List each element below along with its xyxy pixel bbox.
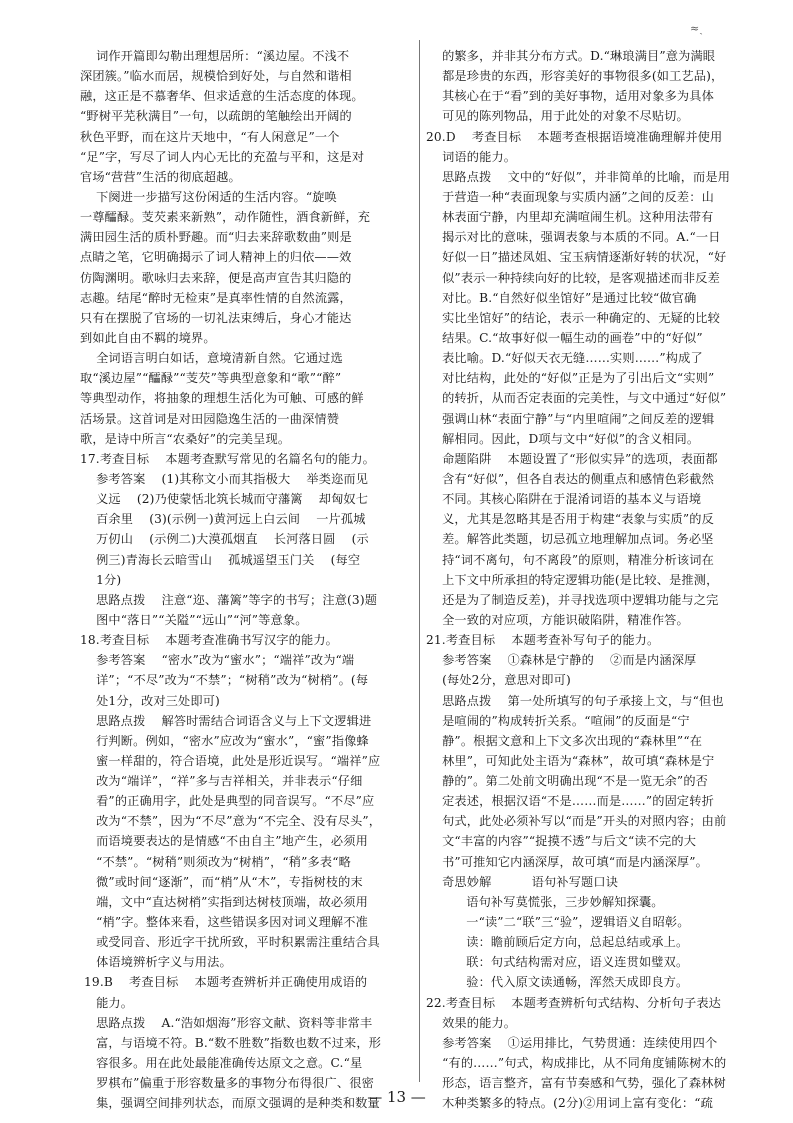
text-line: 书”可推知它内涵深厚，故可填“而是内涵深厚”。 [426,854,708,869]
text-line: 参考答案 “密水”改为“蜜水”；“端祥”改为“端 [80,653,355,668]
text-line: 含有“好似”，但各自表达的侧重点和感情色彩截然 [426,471,714,486]
text-line: “足”字，写尽了词人内心无比的充盈与平和，这是对 [80,149,365,164]
text-line: 图中“落日”“关隘”“远山”“河”等意象。 [80,612,308,627]
text-line: 联：句式结构需对应，语义连贯如璧双。 [426,955,689,970]
text-line: 集，强调空间排列状态，而原文强调的是种类和数量 [80,1096,380,1111]
text-line: 参考答案 ①运用排比，气势贯通：连续使用四个 [426,1035,718,1050]
text-line: 思路点拨 A.“浩如烟海”形容文献、资料等非常丰 [80,1015,373,1030]
text-line: 百余里 (3)(示例一)黄河远上白云间 一片孤城 [80,512,366,527]
corner-mark: ≈ˎ [690,22,703,35]
text-line: 罗棋布”偏重于形容数量多的事物分布得很广、很密 [80,1076,374,1091]
text-line: 歌，是诗中所言“农桑好”的完美呈现。 [80,431,291,446]
text-line: 好似一日”描述凤姐、宝玉病情逐渐好转的状况，“好 [426,250,727,265]
text-line: 端，文中“直达树梢”实指到达树枝顶端，故必须用 [80,894,368,909]
text-line: 于营造一种“表面现象与实质内涵”之间的反差：山 [426,189,714,204]
text-line: 可见的陈列物品，用于此处的对象不尽贴切。 [426,109,689,124]
text-line: 蜜一样甜的，符合语境，此处是形近误写。“端祥”应 [80,753,381,768]
text-line: 对比结构，此处的“好似”正是为了引出后文“实则” [426,371,715,386]
text-line: 命题陷阱 本题设置了“形似实异”的选项，表面都 [426,451,718,466]
text-line: 思路点拨 第一处所填写的句子承接上文，与“但也 [426,693,724,708]
text-line: 体语境辨析字义与用法。 [80,955,232,970]
text-line: 而语境要表达的是情感“不由自主”地产生，必须用 [80,834,368,849]
text-line: 义，尤其是忽略其是否用于构建“表象与实质”的反 [426,512,714,527]
text-line: 22.考查目标 本题考查辨析句式结构、分析句子表达 [426,995,722,1010]
left-column [80,46,412,1113]
text-line: 强调山林“表面宁静”与“内里喧闹”之间反差的逻辑 [426,411,715,426]
text-line: 木种类繁多的特点。(2分)②用词上富有变化：“疏 [426,1096,713,1111]
text-line: 一“读”二“联”三“验”，逻辑语义自昭彰。 [426,915,690,930]
text-line: 不同。其核心陷阱在于混淆词语的基本义与语境 [426,492,702,507]
text-line: 秋色平野，而在这片天地中，“有人闲意足”一个 [80,129,340,144]
text-line: 20.D 考查目标 本题考查根据语境准确理解并使用 [426,129,723,144]
text-line: “有的……”句式，构成排比，从不同角度铺陈树木的 [426,1056,727,1071]
text-line: 其核心在于“看”到的美好事物，适用对象多为具体 [426,89,714,104]
text-line: 1分) [80,572,122,587]
text-line: 改为“端详”，“祥”多与吉祥相关，并非表示“仔细 [80,774,363,789]
text-line: 仿陶渊明。歌咏归去来辞，便是高声宣告其归隐的 [80,270,352,285]
text-line: 18.考查目标 本题考查准确书写汉字的能力。 [80,633,339,648]
text-line: 21.考查目标 本题考查补写句子的能力。 [426,633,660,648]
text-line: 句式，此处必须补写以“而是”开头的对照内容；由前 [426,814,727,829]
column-divider [419,40,420,1082]
text-line: 一尊醽醁。芰芡素来新熟”，动作随性，酒食新鲜，充 [80,210,371,225]
text-line: 点睛之笔，它明确揭示了词人精神上的归依——效 [80,250,352,265]
text-line: 是喧闹的”构成转折关系。“喧闹”的反面是“宁 [426,713,690,728]
text-line: 参考答案 ①森林是宁静的 ②而是内涵深厚 [426,653,697,668]
text-line: 表比喻。D.“好似天衣无缝……实则……”构成了 [426,351,703,366]
text-line: 或受同音、形近字干扰所致，平时积累需注重结合具 [80,935,380,950]
text-line: “野树平芜秋满目”一句，以疏朗的笔触绘出开阔的 [80,109,352,124]
text-line: 形态，语言整齐，富有节奏感和气势，强化了森林树 [426,1076,726,1091]
text-line: 上下文中所承担的特定逻辑功能(是比较、是推测， [426,572,719,587]
text-line: 官场“营营”生活的彻底超越。 [80,169,241,184]
text-line: 活场景。这首词是对田园隐逸生活的一曲深情赞 [80,411,340,426]
text-line: 词作开篇即勾勒出理想居所：“溪边屋。不浅不 [80,49,350,63]
text-line: 处1分，改对三处即可) [80,693,220,708]
text-line: 17.考查目标 本题考查默写常见的名篇名句的能力。 [80,451,376,466]
text-line: 持“词不离句，句不离段”的原则，精准分析该词在 [426,552,714,567]
text-line: 参考答案 (1)其称文小而其指极大 举类迩而见 [80,471,369,486]
text-line: 取“溪边屋”“醽醁”“芰芡”等典型意象和“歌”“醉” [80,371,342,386]
text-line: 文“丰富的内容”“捉摸不透”与后文“读不完的大 [426,834,697,849]
text-line: 奇思妙解 语句补写题口诀 [426,874,619,889]
text-line: 解相同。因此，D项与文中“好似”的含义相同。 [426,431,700,446]
text-line: 读：瞻前顾后定方向，总起总结或承上。 [426,935,689,950]
text-line: 林表面宁静，内里却充满喧闹生机。这种用法带有 [426,210,714,225]
text-line: 词语的能力。 [426,149,517,164]
text-line: 融，这正是不慕奢华、但求适意的生活态度的体现。 [80,89,364,104]
text-line: 看”的正确用字，此处是典型的同音误写。“不尽”应 [80,794,375,809]
text-line: 思路点拨 文中的“好似”，并非简单的比喻，而是用 [426,169,731,184]
text-line: “梢”字。整体来看，这些错误多因对词义理解不准 [80,915,368,930]
text-line: 只有在摆脱了官场的一切礼法束缚后，身心才能达 [80,310,352,325]
text-line: 富，与语境不符。B.“数不胜数”指数也数不过来，形 [80,1035,382,1050]
text-line: 满田园生活的质朴野趣。而“归去来辞歌数曲”则是 [80,230,352,245]
text-line: 揭示对比的意味，强调表象与本质的不同。A.“一日 [426,230,721,245]
text-line: 验：代入原文读通畅，浑然天成即良方。 [426,975,689,990]
text-line: 等典型动作，将抽象的理想生活化为可触、可感的鲜 [80,391,364,406]
text-line: 容很多。用在此处最能准确传达原文之意。C.“星 [80,1056,363,1071]
text-line: 19.B 考查目标 本题考查辨析并正确使用成语的 [80,975,368,990]
text-line: 万仞山 (示例二)大漠孤烟直 长河落日圆 (示 [80,532,369,547]
text-line: 结果。C.“故事好似一幅生动的画卷”中的“好似” [426,330,703,345]
right-column [426,46,758,1113]
text-line: 到如此自由不羁的境界。 [80,330,216,345]
text-line: 全一致的对应项，方能识破陷阱，精准作答。 [426,612,689,627]
text-line: 志趣。结尾“醉时无检束”是真率性情的自然流露， [80,290,352,305]
text-line: 语句补写莫慌张，三步妙解知探囊。 [426,894,664,909]
text-line: 差。解答此类题，切忌孤立地理解加点词。务必坚 [426,532,714,547]
text-line: 思路点拨 解答时需结合词语含义与上下文逻辑进 [80,713,372,728]
text-line: 静的”。第二处前文明确出现“不是一览无余”的否 [426,774,708,789]
text-line: 行判断。例如，“密水”应改为“蜜水”，“蜜”指像蜂 [80,733,369,748]
text-line: 深团簇。”临水而居，规模恰到好处，与自然和谐相 [80,69,352,84]
text-line: 详”；“不尽”改为“不禁”；“树稍”改为“树梢”。(每 [80,673,369,688]
text-line: 都是珍贵的东西，形容美好的事物很多(如工艺品)， [426,69,724,84]
text-line: 能力。 [80,995,134,1010]
text-line: 例三)青海长云暗雪山 孤城遥望玉门关 (每空 [80,552,361,567]
text-line: 对比。B.“自然好似坐馆好”是通过比较“做官确 [426,290,697,305]
text-line: 还是为了制造反差)，并寻找选项中逻辑功能与之完 [426,592,719,607]
text-line: 林里”，可知此处主语为“森林”，故可填“森林是宁 [426,753,715,768]
text-line: 的转折，从而否定表面的完美性，与文中通过“好似” [426,391,727,406]
text-line: 实比坐馆好”的结论，表示一种确定的、无疑的比较 [426,310,720,325]
text-line: 静”。根据文意和上下文多次出现的“森林里”“在 [426,733,703,748]
text-line: 微”或时间“逐渐”，而“梢”从“木”，专指树枝的末 [80,874,363,889]
text-line: 似”表示一种持续向好的比较，是客观描述而非反差 [426,270,720,285]
text-line: 效果的能力。 [426,1015,517,1030]
text-line: 下阕进一步描写这份闲适的生活内容。“旋唤 [80,189,337,204]
text-line: “不禁”。“树稍”则须改为“树梢”，“稍”多表“略 [80,854,351,869]
text-line: 义远 (2)乃使蒙恬北筑长城而守藩篱 却匈奴七 [80,492,369,507]
text-line: 定表述，根据汉语“不是……而是……”的固定转折 [426,794,714,809]
text-line: 的繁多，并非其分布方式。D.“琳琅满目”意为满眼 [426,49,716,63]
text-line: 全词语言明白如话，意境清新自然。它通过选 [80,351,343,366]
page-number: — 13 — [367,1088,426,1106]
text-line: (每处2分，意思对即可) [426,673,571,688]
text-line: 思路点拨 注意“迩、藩篱”等字的书写；注意(3)题 [80,592,378,607]
text-line: 改为“不禁”，因为“不尽”意为“不完全、没有尽头”， [80,814,382,829]
